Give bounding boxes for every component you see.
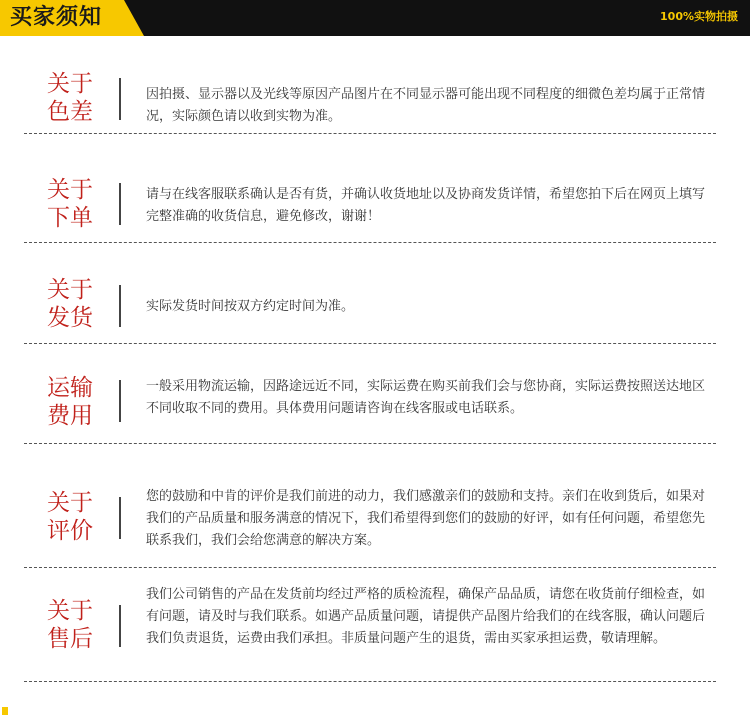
dashed-divider [24,242,716,243]
section-label-line2: 下单 [47,205,93,231]
section-divider-bar [119,497,121,539]
section-divider-bar [119,183,121,225]
section-label-line1: 关于 [47,598,93,624]
header-bar [0,0,750,36]
section-divider-bar [119,78,121,120]
dashed-divider [24,133,716,134]
section-label-line1: 关于 [47,71,93,97]
section-label-line1: 关于 [47,490,93,516]
section-divider-bar [119,605,121,647]
section-text: 您的鼓励和中肯的评价是我们前进的动力，我们感激亲们的鼓励和支持。亲们在收到货后，如果对我们的产品质量和服务满意的情况下，我们希望得到您们的鼓励的好评，如有任何问题，希望您先联系我们，我们会给您满意的解决方案。 [146,489,706,548]
header-tagline: 100%实物拍摄 [660,10,738,23]
section-label-line1: 关于 [47,177,93,203]
section-label-line1: 运输 [47,375,93,401]
section-text: 我们公司销售的产品在发货前均经过严格的质检流程，确保产品品质，请您在收货前仔细检查，如有问题，请及时与我们联系。如遇产品质量问题，请提供产品图片给我们的在线客服，确认问题后我们负责退货，运费由我们承担。非质量问题产生的退货，需由买家承担运费，敬请理解。 [146,587,706,646]
section-label-line1: 关于 [47,277,93,303]
section-label-line2: 费用 [47,403,93,429]
header-title-tab [0,0,150,36]
section-label-line2: 发货 [47,305,93,331]
section-text: 请与在线客服联系确认是否有货，并确认收货地址以及协商发货详情，希望您拍下后在网页上填写完整准确的收货信息，避免修改，谢谢！ [146,187,706,224]
page-title: 买家须知 [10,5,103,30]
dashed-divider [24,681,716,682]
dashed-divider [24,343,716,344]
section-text: 实际发货时间按双方约定时间为准。 [146,299,355,314]
section-label-line2: 评价 [47,518,93,544]
section-label [40,276,100,332]
section-label-line2: 售后 [47,626,93,652]
section-text: 因拍摄、显示器以及光线等原因产品图片在不同显示器可能出现不同程度的细微色差均属于正常情况，实际颜色请以收到实物为准。 [146,87,706,124]
section-label [40,374,100,430]
section-divider-bar [119,380,121,422]
section-label [40,489,100,545]
section-label [40,597,100,653]
dashed-divider [24,567,716,568]
section-label [40,176,100,232]
section-text: 一般采用物流运输，因路途远近不同，实际运费在购买前我们会与您协商，实际运费按照送达地区不同收取不同的费用。具体费用问题请咨询在线客服或电话联系。 [146,379,706,416]
section-label [40,70,100,126]
section-divider-bar [119,285,121,327]
corner-accent [2,707,8,715]
dashed-divider [24,443,716,444]
section-label-line2: 色差 [47,99,93,125]
